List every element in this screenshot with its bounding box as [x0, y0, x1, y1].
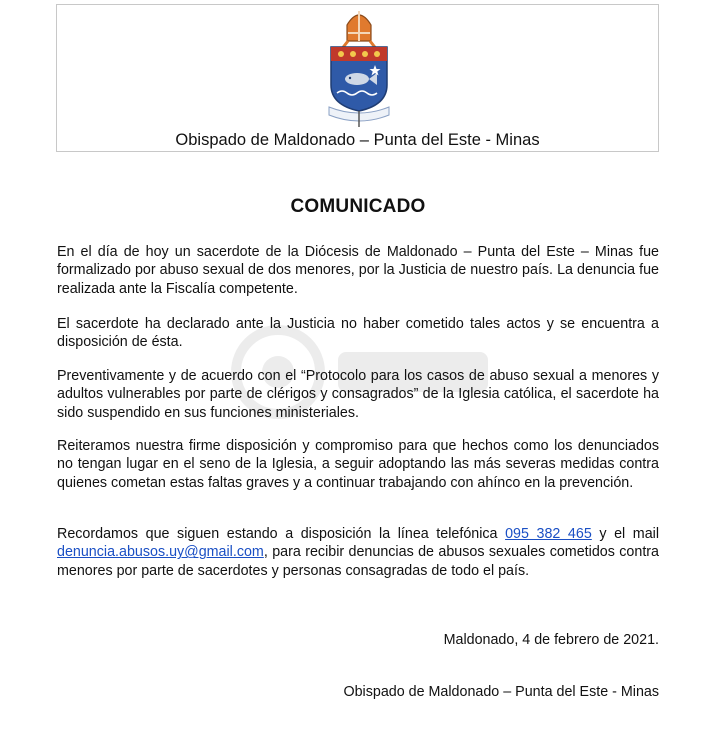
- contact-mid-text: y el mail: [591, 526, 660, 542]
- paragraph-declaration: El sacerdote ha declarado ante la Justicia no haber cometido tales actos y se encuentra a disposición de ésta.: [57, 316, 659, 351]
- page-title: COMUNICADO: [290, 196, 426, 217]
- paragraph-formalization: En el día de hoy un sacerdote de la Diócesis de Maldonado – Punta del Este – Minas fue formalizado por abuso sexual de dos menores, por la Justicia de nuestro país. La denuncia fue realizada ante la Fiscalía competente.: [57, 244, 659, 297]
- letterhead-box: [56, 4, 659, 152]
- contact-outro-text: , para recibir denuncias de abusos sexuales cometidos contra menores por parte de sacerdotes y personas consagradas de todo el país.: [57, 544, 659, 579]
- paragraph-protocol: Preventivamente y de acuerdo con el “Protocolo para los casos de abuso sexual a menores y adultos vulnerables por parte de clérigos y consagrados” de la Iglesia católica, el sacerdote ha sido suspendido en sus funciones ministeriales.: [57, 368, 659, 421]
- letterhead-diocese-name: Obispado de Maldonado – Punta del Este - Minas: [175, 131, 540, 149]
- diocese-coat-of-arms-icon: [319, 7, 399, 127]
- signature-line: Obispado de Maldonado – Punta del Este - Minas: [343, 684, 659, 700]
- paragraph-commitment: Reiteramos nuestra firme disposición y compromiso para que hechos como los denunciados no tengan lugar en el seno de la Iglesia, a seguir adoptando las más severas medidas contra quienes cometan estas faltas graves y a continuar trabajando con ahínco en la prevención.: [57, 438, 659, 491]
- phone-link[interactable]: 095 382 465: [505, 526, 592, 542]
- paragraph-contact: [57, 525, 659, 580]
- contact-intro-text: Recordamos que siguen estando a disposición la línea telefónica: [57, 526, 506, 542]
- email-link[interactable]: denuncia.abusos.uy@gmail.com: [57, 544, 264, 561]
- date-line: Maldonado, 4 de febrero de 2021.: [443, 632, 659, 648]
